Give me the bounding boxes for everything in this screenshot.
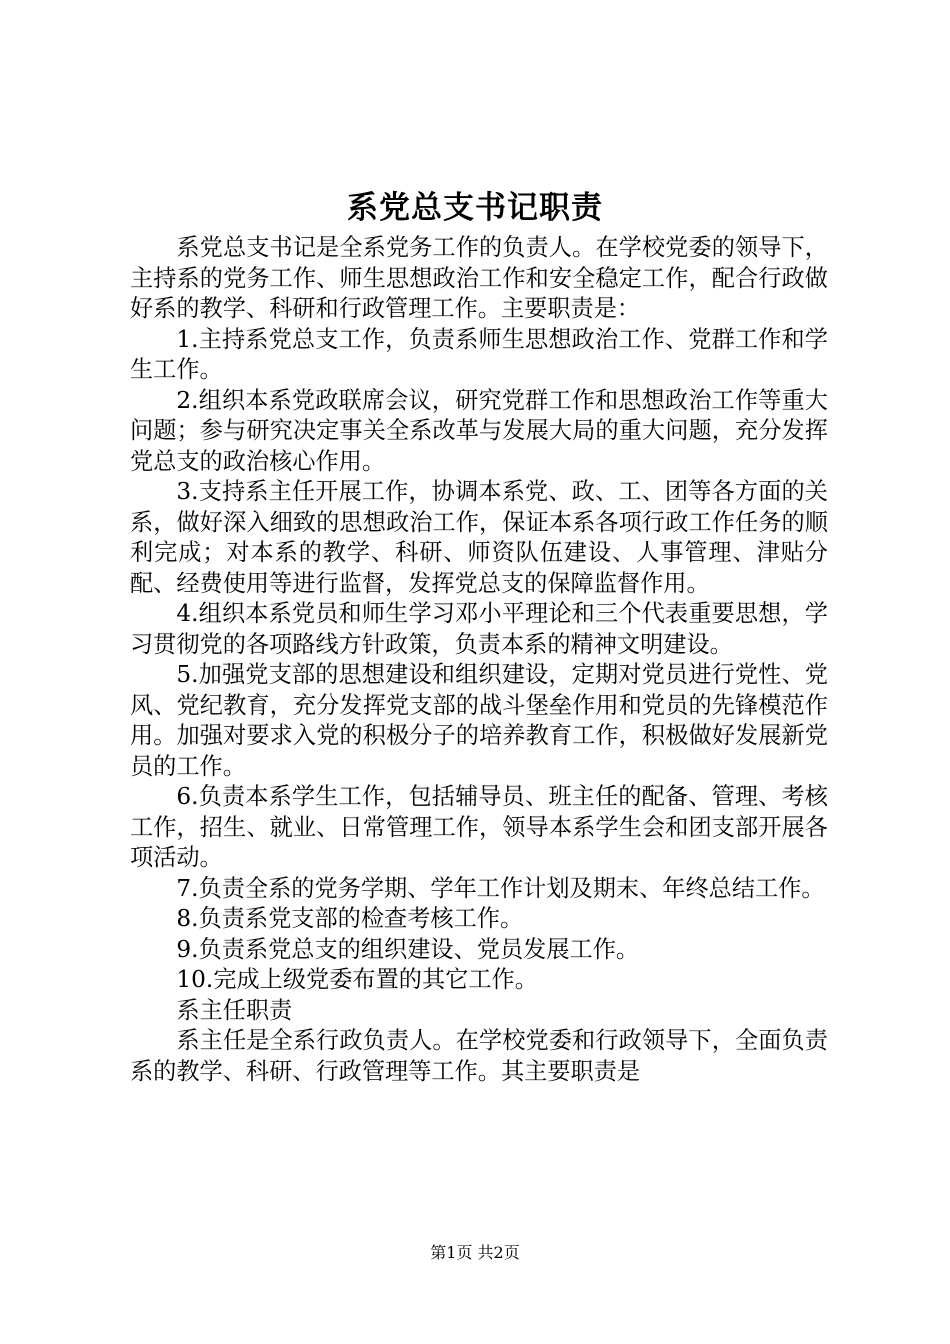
duty-item-6: 6.负责本系学生工作，包括辅导员、班主任的配备、管理、考核工作，招生、就业、日常管理工作，领导本系学生会和团支部开展各项活动。 <box>130 783 828 871</box>
duty-item-7: 7.负责全系的党务学期、学年工作计划及期末、年终总结工作。 <box>176 874 825 902</box>
duty-item-2: 2.组织本系党政联席会议，研究党群工作和思想政治工作等重大问题；参与研究决定事关全系改革与发展大局的重大问题，充分发挥党总支的政治核心作用。 <box>130 386 828 475</box>
document-body <box>130 233 828 1087</box>
section-intro-paragraph: 系主任是全系行政负责人。在学校党委和行政领导下，全面负责系的教学、科研、行政管理等工作。其主要职责是 <box>130 1027 828 1085</box>
duty-item-4: 4.组织本系党员和师生学习邓小平理论和三个代表重要思想，学习贯彻党的各项路线方针政策，负责本系的精神文明建设。 <box>130 600 828 658</box>
duty-item-1: 1.主持系党总支工作，负责系师生思想政治工作、党群工作和学生工作。 <box>130 325 828 383</box>
duty-item-3: 3.支持系主任开展工作，协调本系党、政、工、团等各方面的关系，做好深入细致的思想政治工作，保证本系各项行政工作任务的顺利完成；对本系的教学、科研、师资队伍建设、人事管理、津贴分配、经费使用等进行监督，发挥党总支的保障监督作用。 <box>130 478 828 597</box>
duty-item-8: 8.负责系党支部的检查考核工作。 <box>176 905 524 932</box>
section-heading: 系主任职责 <box>176 996 293 1024</box>
duty-item-10: 10.完成上级党委布置的其它工作。 <box>176 966 538 993</box>
duty-item-5: 5.加强党支部的思想建设和组织建设，定期对党员进行党性、党风、党纪教育，充分发挥党支部的战斗堡垒作用和党员的先锋模范作用。加强对要求入党的积极分子的培养教育工作，积极做好发展新党员的工作。 <box>130 661 828 780</box>
intro-paragraph: 系党总支书记是全系党务工作的负责人。在学校党委的领导下，主持系的党务工作、师生思想政治工作和安全稳定工作，配合行政做好系的教学、科研和行政管理工作。主要职责是： <box>130 234 828 322</box>
duty-item-9: 9.负责系党总支的组织建设、党员发展工作。 <box>176 935 640 963</box>
document-title: 系党总支书记职责 <box>347 190 603 226</box>
page-footer: 第1页 共2页 <box>430 1243 520 1262</box>
